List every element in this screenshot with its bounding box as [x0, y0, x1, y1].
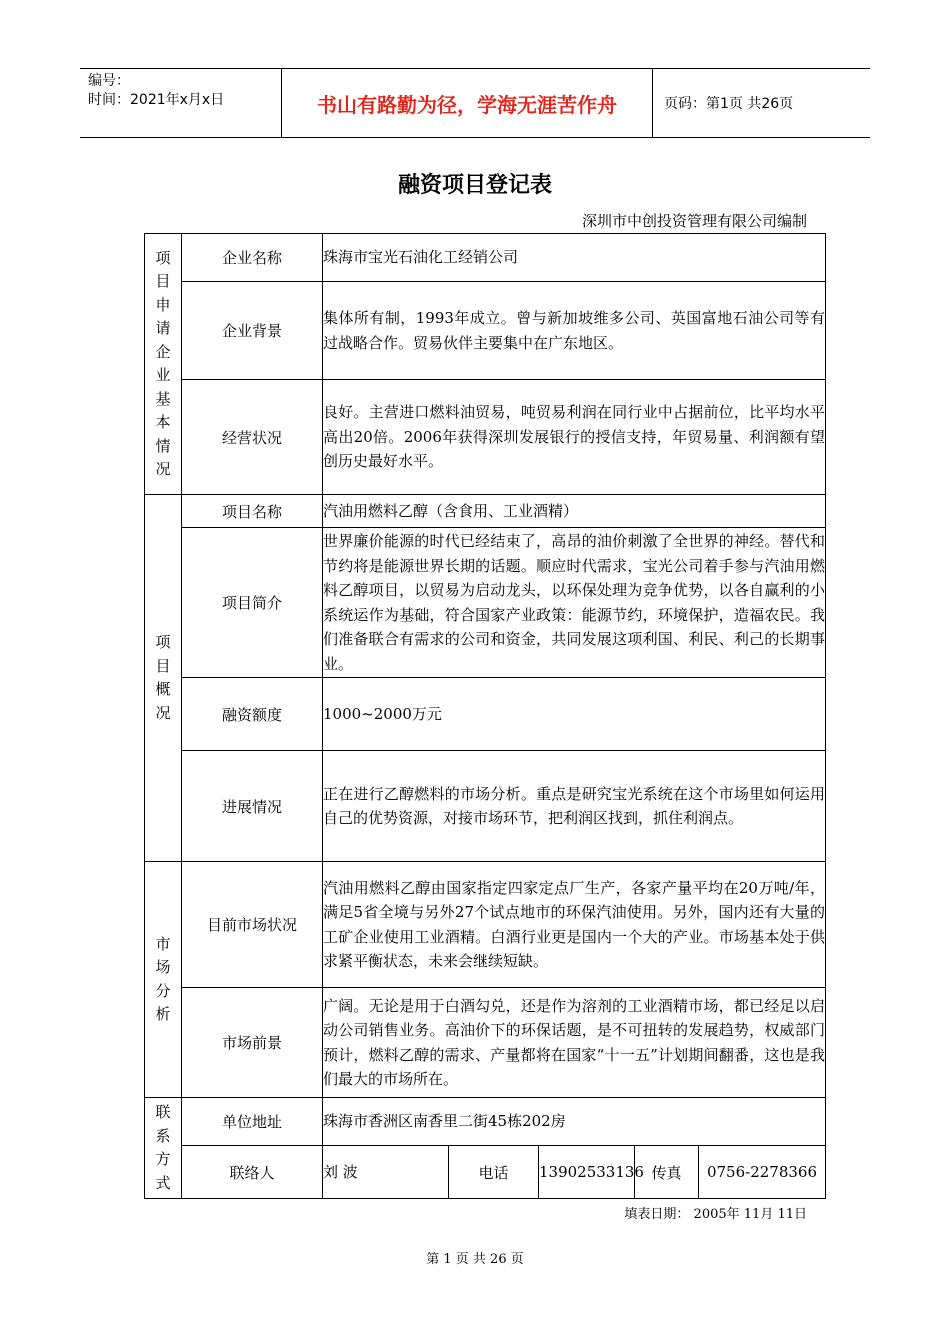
table-row	[145, 282, 826, 380]
header-motto: 书山有路勤为径，学海无涯苦作舟	[281, 69, 653, 137]
project-intro-value: 世界廉价能源的时代已经结束了，高昂的油价刺激了全世界的神经。替代和节约将是能源世界长期的话题。顺应时代需求，宝光公司着手参与汽油用燃料乙醇项目，以贸易为启动龙头，以环保处理为竞争优势，以各自赢利的小系统运作为基础，符合国家产业政策：能源节约，环境保护，造福农民。我们准备联合有需求的公司和资金，共同发展这项利国、利民、利己的长期事业。	[323, 528, 826, 678]
table-row	[145, 234, 826, 282]
document-header	[80, 68, 870, 138]
section-market-analysis: 市 场 分 析	[145, 862, 182, 1098]
operation-status-label: 经营状况	[182, 380, 323, 495]
footer-page-number: 第 1 页 共 26 页	[426, 1252, 524, 1267]
table-row	[145, 1146, 826, 1199]
time-label: 时间：2021年x月x日	[88, 92, 225, 108]
project-intro-label: 项目简介	[182, 528, 323, 678]
fax-value: 0756-2278366	[699, 1146, 826, 1199]
compiled-by: 深圳市中创投资管理有限公司编制	[581, 212, 807, 230]
operation-status-value: 良好。主营进口燃料油贸易，吨贸易利润在同行业中占据前位，比平均水平高出20倍。2006年获得深圳发展银行的授信支持，年贸易量、利润额有望创历史最好水平。	[323, 380, 826, 495]
table-row	[145, 862, 826, 988]
company-background-value: 集体所有制，1993年成立。曾与新加坡维多公司、英国富地石油公司等有过战略合作。贸易伙伴主要集中在广东地区。	[323, 282, 826, 380]
company-background-label: 企业背景	[182, 282, 323, 380]
header-meta	[80, 69, 280, 137]
phone-value: 13902533136	[539, 1146, 635, 1199]
market-status-value: 汽油用燃料乙醇由国家指定四家定点厂生产，各家产量平均在20万吨/年，满足5省全境与另外27个试点地市的环保汽油使用。另外，国内还有大量的工矿企业使用工业酒精。白酒行业更是国内一个大的产业。市场基本处于供求紧平衡状态，未来会继续短缺。	[323, 862, 826, 988]
table-row	[145, 380, 826, 495]
fill-date: 填表日期： 2005年 11月 11日	[624, 1207, 807, 1222]
contact-person-value: 刘 波	[323, 1146, 449, 1199]
phone-label: 电话	[449, 1146, 539, 1199]
table-row	[145, 1098, 826, 1146]
financing-amount-value: 1000~2000万元	[323, 678, 826, 751]
project-name-label: 项目名称	[182, 495, 323, 528]
contact-person-label: 联络人	[182, 1146, 323, 1199]
table-row	[145, 528, 826, 678]
number-label: 编号：	[88, 73, 130, 89]
company-name-label: 企业名称	[182, 234, 323, 282]
table-row	[145, 988, 826, 1098]
section-project-overview: 项 目 概 况	[145, 495, 182, 862]
project-name-value: 汽油用燃料乙醇（含食用、工业酒精）	[323, 495, 826, 528]
market-prospect-label: 市场前景	[182, 988, 323, 1098]
section-company-basic: 项 目 申 请 企 业 基 本 情 况	[145, 234, 182, 495]
market-status-label: 目前市场状况	[182, 862, 323, 988]
fax-label: 传真	[635, 1146, 699, 1199]
page-title: 融资项目登记表	[397, 173, 552, 198]
section-contact: 联 系 方 式	[145, 1098, 182, 1199]
header-page-info: 页码：第1页 共26页	[664, 96, 794, 112]
table-row	[145, 751, 826, 862]
registration-table	[144, 233, 826, 1199]
progress-label: 进展情况	[182, 751, 323, 862]
market-prospect-value: 广阔。无论是用于白酒勾兑，还是作为溶剂的工业酒精市场，都已经足以启动公司销售业务。高油价下的环保话题，是不可扭转的发展趋势，权威部门预计，燃料乙醇的需求、产量都将在国家“十一五”计划期间翻番，这也是我们最大的市场所在。	[323, 988, 826, 1098]
company-name-value: 珠海市宝光石油化工经销公司	[323, 234, 826, 282]
address-value: 珠海市香洲区南香里二街45栋202房	[323, 1098, 826, 1146]
financing-amount-label: 融资额度	[182, 678, 323, 751]
table-row	[145, 495, 826, 528]
table-row	[145, 678, 826, 751]
progress-value: 正在进行乙醇燃料的市场分析。重点是研究宝光系统在这个市场里如何运用自己的优势资源，对接市场环节，把利润区找到，抓住利润点。	[323, 751, 826, 862]
address-label: 单位地址	[182, 1098, 323, 1146]
